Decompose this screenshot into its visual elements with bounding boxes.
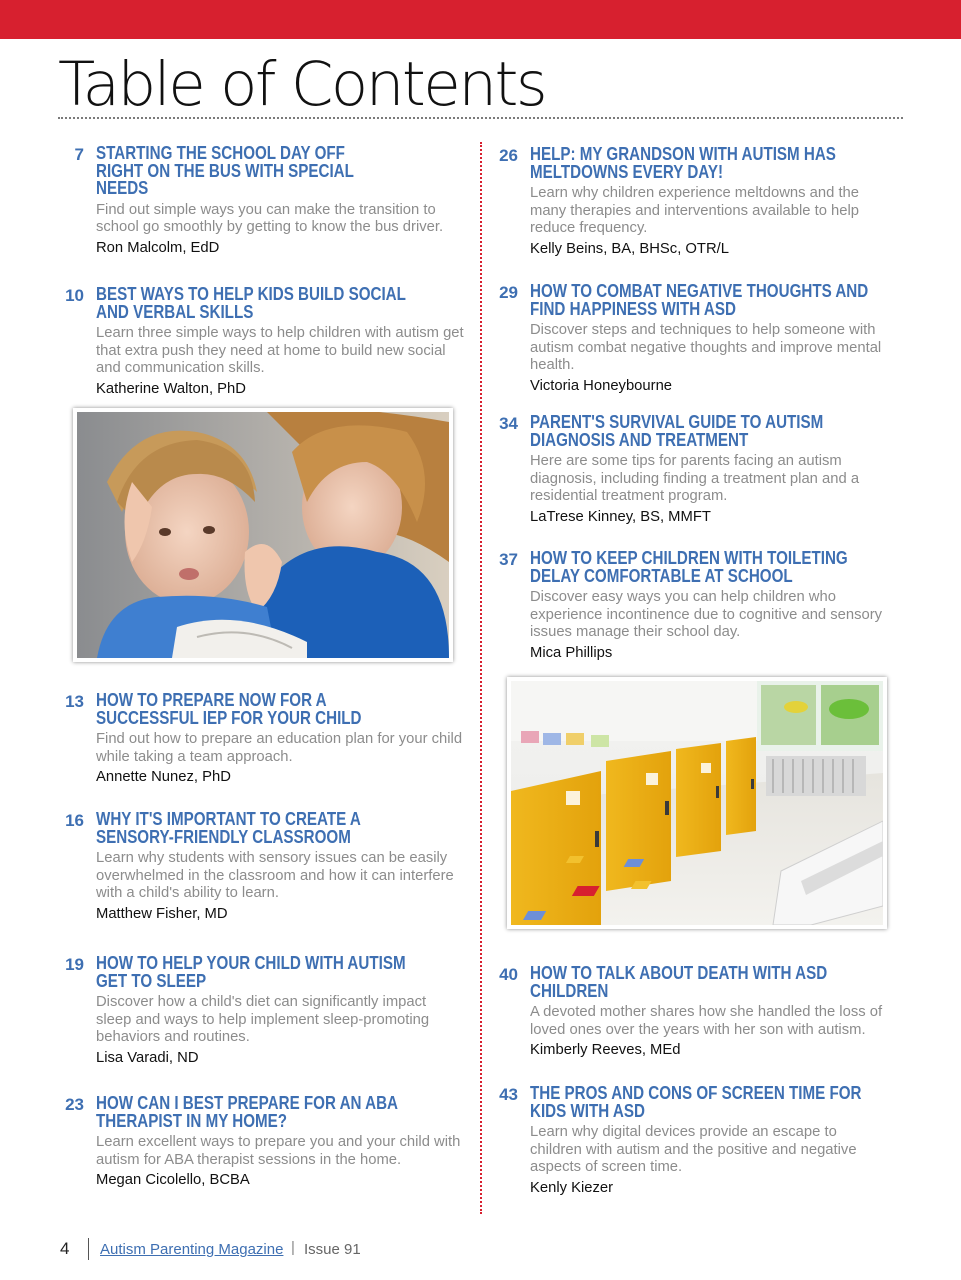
- entry-description: Learn why students with sensory issues can be easily overwhelmed in the classroom and how it can interfere with a child's ability to learn.: [96, 850, 454, 902]
- entry-description: Learn why children experience meltdowns and the many therapies and interventions available to help reduce frequency.: [530, 185, 860, 237]
- entry-page-number: 43: [499, 1085, 518, 1104]
- entry-author: Megan Cicolello, BCBA: [96, 1172, 250, 1189]
- title-divider: [58, 117, 903, 119]
- entry-title[interactable]: HOW TO KEEP CHILDREN WITH TOILETING DELAY COMFORTABLE AT SCHOOL: [530, 547, 848, 586]
- entry-page-number: 37: [499, 550, 518, 569]
- entry-title[interactable]: HOW CAN I BEST PREPARE FOR AN ABA THERAPIST IN MY HOME?: [96, 1092, 398, 1131]
- entry-page-number: 23: [65, 1095, 84, 1114]
- entry-description: Find out simple ways you can make the transition to school go smoothly by getting to know the bus driver.: [96, 201, 444, 236]
- entry-author: LaTrese Kinney, BS, MMFT: [530, 508, 711, 525]
- entry-title[interactable]: THE PROS AND CONS OF SCREEN TIME FOR KIDS WITH ASD: [530, 1082, 862, 1121]
- footer-page-number: 4: [60, 1239, 70, 1258]
- entry-title[interactable]: STARTING THE SCHOOL DAY OFF RIGHT ON THE BUS WITH SPECIAL NEEDS: [96, 142, 354, 198]
- entry-page-number: 40: [499, 965, 518, 984]
- entry-page-number: 34: [499, 414, 518, 433]
- column-divider: [480, 142, 482, 1214]
- entry-page-number: 19: [65, 955, 84, 974]
- entry-title[interactable]: BEST WAYS TO HELP KIDS BUILD SOCIAL AND VERBAL SKILLS: [96, 283, 406, 322]
- entry-author: Katherine Walton, PhD: [96, 380, 246, 397]
- entry-description: Find out how to prepare an education plan for your child while taking a team approach.: [96, 731, 463, 765]
- entry-description: Discover steps and techniques to help someone with autism combat negative thoughts and improve mental health.: [530, 322, 882, 374]
- issue-number: Issue 91: [304, 1241, 361, 1258]
- entry-author: Kenly Kiezer: [530, 1179, 614, 1196]
- entry-page-number: 16: [65, 811, 84, 830]
- entry-author: Matthew Fisher, MD: [96, 905, 228, 922]
- entry-author: Ron Malcolm, EdD: [96, 239, 220, 256]
- entry-page-number: 29: [499, 283, 518, 302]
- entry-page-number: 10: [65, 286, 84, 305]
- entry-description: Learn excellent ways to prepare you and your child with autism for ABA therapist sessions in the home.: [96, 1134, 461, 1168]
- entry-page-number: 13: [65, 692, 84, 711]
- footer-divider: [88, 1238, 89, 1260]
- entry-title[interactable]: WHY IT'S IMPORTANT TO CREATE A SENSORY-FRIENDLY CLASSROOM: [96, 808, 361, 847]
- mother-and-child-photo: [73, 408, 453, 662]
- entry-author: Kimberly Reeves, MEd: [530, 1042, 681, 1059]
- entry-author: Lisa Varadi, ND: [96, 1049, 199, 1066]
- entry-title[interactable]: HOW TO PREPARE NOW FOR A SUCCESSFUL IEP FOR YOUR CHILD: [96, 689, 362, 728]
- entry-page-number: 26: [499, 146, 518, 165]
- entry-description: Discover easy ways you can help children who experience incontinence due to cognitive and sensory issues manage their school day.: [530, 589, 883, 641]
- entry-description: Learn three simple ways to help children with autism get that extra push they need at home to build new social and communication skills.: [96, 325, 464, 377]
- top-color-bar: [0, 0, 961, 39]
- entry-author: Victoria Honeybourne: [530, 377, 673, 394]
- footer-separator: |: [291, 1239, 295, 1256]
- entry-description: A devoted mother shares how she handled the loss of loved ones over the years with her son with autism.: [530, 1004, 883, 1038]
- entry-author: Annette Nunez, PhD: [96, 769, 231, 786]
- entry-title[interactable]: HOW TO TALK ABOUT DEATH WITH ASD CHILDREN: [530, 962, 828, 1001]
- entry-description: Discover how a child's diet can significantly impact sleep and ways to help implement sleep-promoting behaviors and routines.: [96, 994, 430, 1046]
- entry-title[interactable]: HOW TO HELP YOUR CHILD WITH AUTISM GET TO SLEEP: [96, 952, 406, 991]
- entry-title[interactable]: HELP: MY GRANDSON WITH AUTISM HAS MELTDOWNS EVERY DAY!: [530, 143, 836, 182]
- magazine-link[interactable]: Autism Parenting Magazine: [100, 1241, 284, 1258]
- entry-description: Here are some tips for parents facing an autism diagnosis, including finding a treatment plan and a residential treatment program.: [530, 453, 860, 505]
- entry-page-number: 7: [74, 145, 84, 164]
- entry-title[interactable]: HOW TO COMBAT NEGATIVE THOUGHTS AND FIND HAPPINESS WITH ASD: [530, 280, 869, 319]
- entry-description: Learn why digital devices provide an escape to children with autism and the positive and negative aspects of screen time.: [530, 1124, 857, 1176]
- entry-author: Kelly Beins, BA, BHSc, OTR/L: [530, 240, 729, 257]
- page-title: Table of Contents: [58, 49, 546, 120]
- school-restroom-photo: [507, 677, 887, 929]
- entry-author: Mica Phillips: [530, 644, 613, 661]
- entry-title[interactable]: PARENT'S SURVIVAL GUIDE TO AUTISM DIAGNOSIS AND TREATMENT: [530, 411, 824, 450]
